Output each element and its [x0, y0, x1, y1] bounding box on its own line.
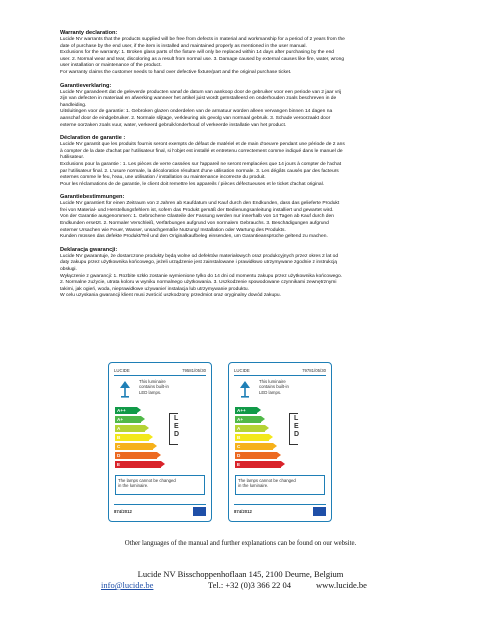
energy-class-bar: A+ [115, 416, 141, 423]
led-letter: D [174, 431, 180, 438]
led-letter: D [294, 431, 300, 438]
text-line: daty zakupu przez użytkownika końcowego, jeżeli urządzenie jest zainstalowane i prawidłowo utrzymywane zgodnie z instrukcją [60, 260, 338, 266]
other-languages-note: Other languages of the manual and further explanations can be found on our website. [124, 540, 357, 547]
label-product-code: 79781/05/30 [302, 368, 326, 373]
text-line: Lucide NV garantit que les produits fournis seront exempts de défaut de matériel et de main d'oeuvre pendant une période de 2 ans [60, 142, 345, 148]
energy-class-bar: A [235, 425, 265, 432]
energy-labels [108, 362, 334, 522]
label-brand: LUCIDE [114, 368, 130, 373]
energy-class-bar: A++ [235, 407, 257, 414]
led-letter: E [174, 423, 179, 430]
label-regulation: 874/2012 [114, 509, 132, 514]
energy-label [108, 362, 212, 522]
led-letter: L [174, 415, 179, 422]
section-title: Déclaration de garantie : [60, 135, 126, 142]
warranty-section-de [60, 194, 432, 241]
label-footer [114, 504, 206, 517]
text-line: user installation or maintenance of the product. [60, 63, 162, 69]
energy-class-bar: B [115, 434, 149, 441]
text-line: Uitsluitingen voor de garantie: 1. Gebroken glazen onderdelen van de armatuur worden alleen vervangen binnen 14 dagen na [60, 109, 333, 115]
company-address: Lucide NV Bisschoppenhoflaan 145, 2100 Deurne, Belgium [137, 569, 344, 579]
email-link[interactable]: info@lucide.be [101, 580, 154, 590]
energy-class-bar: A+ [235, 416, 261, 423]
label-info [259, 379, 323, 395]
text-line: Exclusions for the warranty: 1. Broken glass parts of the fixture will only be replaced within 14 days after purchasing by the end [60, 50, 335, 56]
section-title: Warranty declaration: [60, 30, 118, 36]
energy-class-bar: D [115, 452, 157, 459]
label-product-code: 79581/05/30 [182, 368, 206, 373]
label-note-line: The lamps cannot be changed [118, 478, 176, 483]
led-letters [174, 415, 179, 439]
text-line: l'utilisateur. [60, 155, 85, 161]
text-line: externe oorzaken zoals vuur, water, verkeerd gebruik/onderhoud of verkeerde installatie van het product. [60, 122, 287, 128]
label-header [234, 367, 326, 376]
lamp-icon [117, 379, 133, 399]
eu-flag-icon [313, 507, 326, 516]
label-info-line: This luminaire [259, 379, 286, 384]
label-info-line: LED lamps. [259, 389, 282, 395]
text-line: takimi, jak ogień, woda, nieprawidłowe używanie/ instalacja lub utrzymywanie produktu. [60, 286, 249, 292]
website-link[interactable]: www.lucide.be [316, 580, 367, 590]
text-line: For warranty claims the customer needs to hand over defective fixture/part and the original purchase ticket. [60, 69, 292, 75]
text-line: Von der Garantie ausgenommen: 1. Gebrochene Glasteile der Fassung werden nur innerhalb von 14 Tagen ab Kauf durch den [60, 214, 334, 220]
label-header [114, 367, 206, 376]
text-line: 2. Normalne zużycie, utrata koloru w wyniku normalnego użytkowania. 3. Uszkodzenie spowodowane czynnikami zewnętrznymi [60, 280, 337, 286]
text-line: Kunden müssen das defekte Produkt/Teil und den Originalkaufbeleg einsenden, um Garantieansprüche geltend zu machen. [60, 234, 328, 240]
text-line: Endkunden ersetzt. 2. Normaler Verschleiß, Verfärbungen aufgrund von normalem Gebrauchs. 3. Beschädigungen aufgrund [60, 221, 329, 227]
text-line: à compter de la date d'achat par l'utilisateur final, si l'objet est installé et entretenu correctement comme indiqué dans le manuel de [60, 148, 343, 154]
energy-class-bar: E [235, 461, 281, 468]
energy-class-bar: A [115, 425, 145, 432]
energy-class-scale [235, 407, 285, 471]
energy-label [228, 362, 332, 522]
telephone: Tel.: +32 (0)3 366 22 04 [208, 580, 292, 590]
text-line: externes comme le feu, l'eau, une utilisation / installation ou maintenance incorrecte du produit. [60, 175, 266, 181]
text-line: zijn van defecten in materiaal en afwerking wanneer het artikel juist wordt geïnstalleerd en onderhouden zoals beschreven in de [60, 96, 337, 102]
label-note [115, 475, 205, 495]
text-line: W celu uzyskania gwarancji klient musi zwrócić uszkodzony przedmiot oraz oryginalny dowód zakupu. [60, 293, 281, 299]
text-line: obsługi. [60, 267, 77, 273]
text-line: externer Ursachen wie Feuer, Wasser, unsachgemäße Nutzung/ Installation oder Wartung des Produkts. [60, 227, 286, 233]
text-line: Wyłączenie z gwarancji: 1. Rozbite szkło zostanie wymienione tylko do 14 dni od momentu zakupu przez użytkownika końcowego. [60, 273, 343, 279]
warranty-section-fr [60, 135, 432, 188]
energy-class-bar: A++ [115, 407, 137, 414]
label-info-line: contains built-in [259, 384, 289, 390]
label-info [139, 379, 203, 395]
text-line: Exclusions pour la garantie : 1. Les pièces de verre cassées sur l'appareil ne seront remplacées que 14 jours à compter de l'achat [60, 161, 342, 167]
warranty-text [60, 30, 432, 303]
energy-class-bar: C [235, 443, 273, 450]
text-line: Pour les réclamations de de garantie, le client doit remettre les appareils / pièces défectueuses et le ticket d'achat original. [60, 181, 325, 187]
led-letter: L [294, 415, 299, 422]
text-line: Lucide NV garantiert für einen Zeitraum von 2 Jahren ab Kaufdatum und Kauf durch den Endkunden, dass das gelieferte Produkt [60, 201, 340, 207]
text-line: date of purchase by the end user, if the item is installed and maintained properly as mentioned in the user manual. [60, 43, 307, 49]
label-info-line: LED lamps. [139, 389, 162, 395]
led-letter: E [294, 423, 299, 430]
label-regulation: 874/2012 [234, 509, 252, 514]
led-letters [294, 415, 299, 439]
lamp-icon [237, 379, 253, 399]
text-line: user. 2. Normal wear and tear, discoloring as a result from normal use. 3. Damage caused by external causes like fire, water, wrong [60, 56, 345, 62]
section-title: Deklaracja gwarancji: [60, 246, 118, 253]
label-info-line: contains built-in [139, 384, 169, 390]
label-note-line: in the luminaire. [238, 483, 269, 489]
warranty-section-en [60, 30, 432, 77]
text-line: handleiding. [60, 102, 87, 108]
label-info-line: This luminaire [139, 379, 166, 384]
warranty-section-pl [60, 247, 432, 300]
energy-class-bar: B [235, 434, 269, 441]
text-line: Lucide NV gwarantuje, że dostarczone produkty będą wolne od defektów materiałowych oraz produkcyjnych przez okres 2 lat od [60, 253, 339, 259]
section-title: Garantiebestimmungen: [60, 194, 125, 201]
label-note-line: in the luminaire. [118, 483, 149, 489]
eu-flag-icon [193, 507, 206, 516]
text-line: frei von Material- und Herstellungsfehlern ist, sofern das Produkt gemäß der Bedienungsanleitung installiert und gewartet wird. [60, 207, 334, 213]
section-title: Garantieverklaring: [60, 82, 112, 89]
label-note-line: The lamps cannot be changed [238, 478, 296, 483]
label-brand: LUCIDE [234, 368, 250, 373]
label-note [235, 475, 325, 495]
energy-class-scale [115, 407, 165, 471]
energy-class-bar: C [115, 443, 153, 450]
text-line: aanschaf door de eindgebruiker. 2. Normale slijtage, verkleuring als gevolg van normaal gebruik. 3. Schade veroorzaakt door [60, 115, 331, 121]
energy-class-bar: D [235, 452, 277, 459]
energy-class-bar: E [115, 461, 161, 468]
text-line: Lucide NV warrants that the products supplied will be free from defects in material and workmanship for a period of 2 years from the [60, 37, 345, 42]
text-line: par l'utilisateur final. 2. L'usure normale, la décoloration résultant d'une utilisation normale. 3. Les dégâts causés par des facteurs [60, 168, 339, 174]
warranty-section-nl [60, 83, 432, 130]
text-line: Lucide NV garandeert dat de geleverde producten vanaf de datum van aankoop door de gebruiker voor een periode van 2 jaar vrij [60, 89, 342, 95]
label-footer [234, 504, 326, 517]
